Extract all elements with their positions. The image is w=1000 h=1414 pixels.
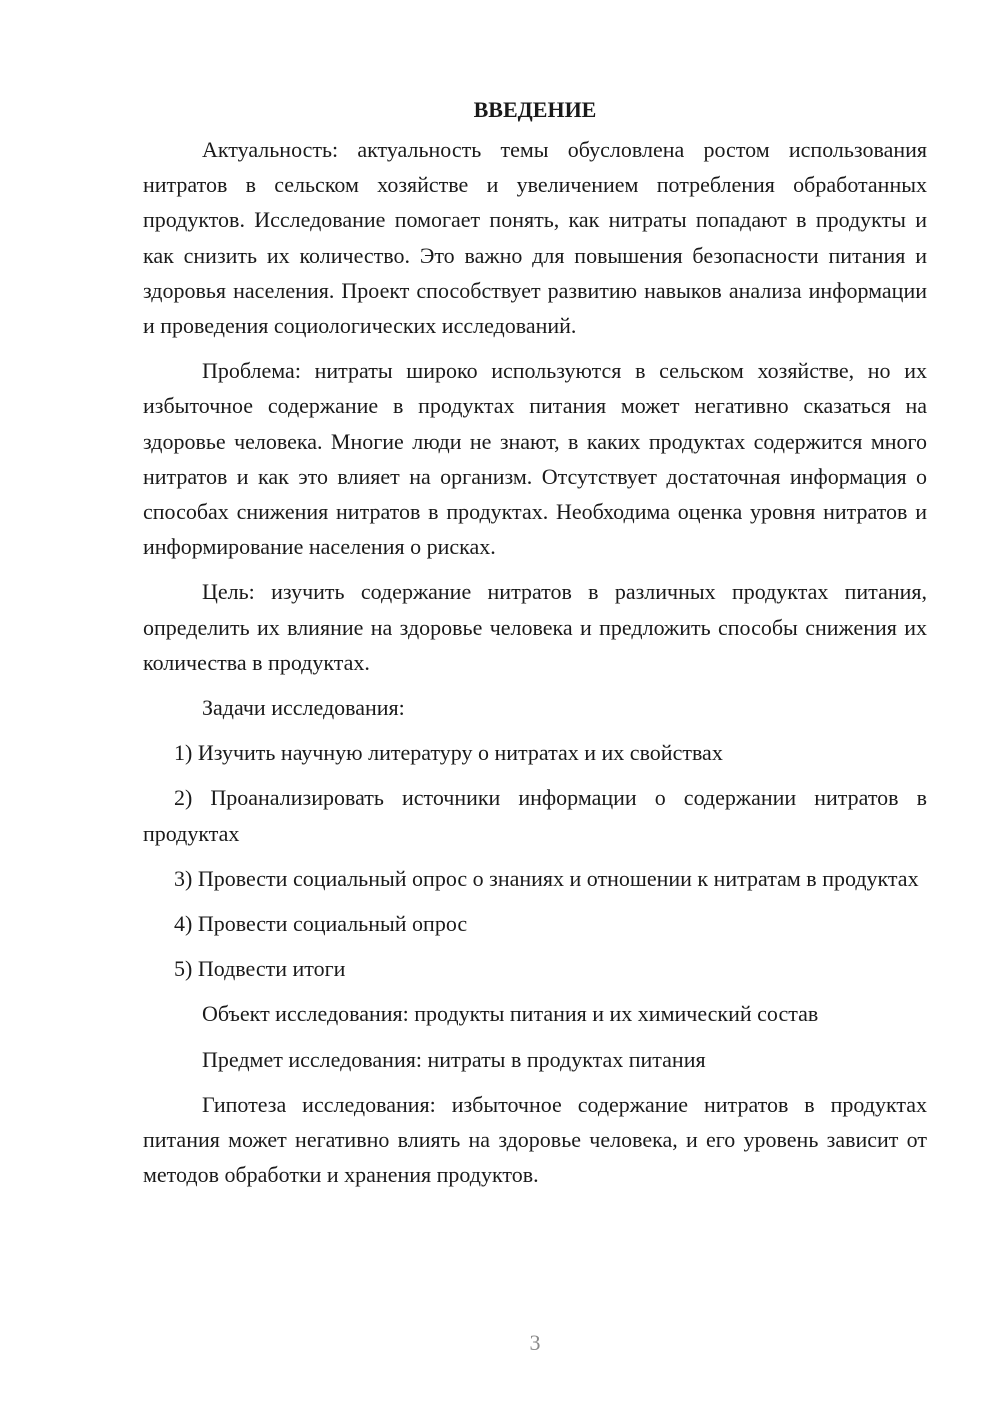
page-number: 3 [529, 1330, 541, 1355]
task-item-1: 1) Изучить научную литературу о нитратах и их свойствах [174, 740, 723, 766]
task-item-5: 5) Подвести итоги [174, 956, 346, 982]
problem-paragraph: Проблема: нитраты широко используются в сельском хозяйстве, но их избыточное содержание в продуктах питания может негативно сказаться на здоровье человека. Многие люди не знают, в каких продуктах содержится много нитратов и как это влияет на организм. Отсутствует достаточная информация о способах снижения нитратов в продуктах. Необходима оценка уровня нитратов и информирование населения о рисках. [143, 358, 927, 560]
relevance-paragraph: Актуальность: актуальность темы обусловлена ростом использования нитратов в сельском хозяйстве и увеличением потребления обработанных продуктов. Исследование помогает понять, как нитраты попадают в продукты и как снизить их количество. Это важно для повышения безопасности питания и здоровья населения. Проект способствует развитию навыков анализа информации и проведения социологических исследований. [143, 137, 927, 339]
hypothesis-paragraph: Гипотеза исследования: избыточное содержание нитратов в продуктах питания может негативно влиять на здоровье человека, и его уровень зависит от методов обработки и хранения продуктов. [143, 1091, 927, 1188]
task-item-2: 2) Проанализировать источники информации о содержании нитратов в продуктах [143, 785, 927, 846]
object-paragraph: Объект исследования: продукты питания и их химический состав [202, 1001, 819, 1027]
tasks-heading: Задачи исследования: [202, 695, 405, 721]
task-item-3: 3) Провести социальный опрос о знаниях и отношении к нитратам в продуктах [174, 865, 919, 891]
goal-paragraph: Цель: изучить содержание нитратов в различных продуктах питания, определить их влияние на здоровье человека и предложить способы снижения их количества в продуктах. [143, 579, 927, 675]
document-page [143, 92, 927, 1202]
task-item-4: 4) Провести социальный опрос [174, 911, 468, 937]
section-title: ВВЕДЕНИЕ [473, 97, 597, 122]
subject-paragraph: Предмет исследования: нитраты в продуктах питания [202, 1046, 706, 1072]
